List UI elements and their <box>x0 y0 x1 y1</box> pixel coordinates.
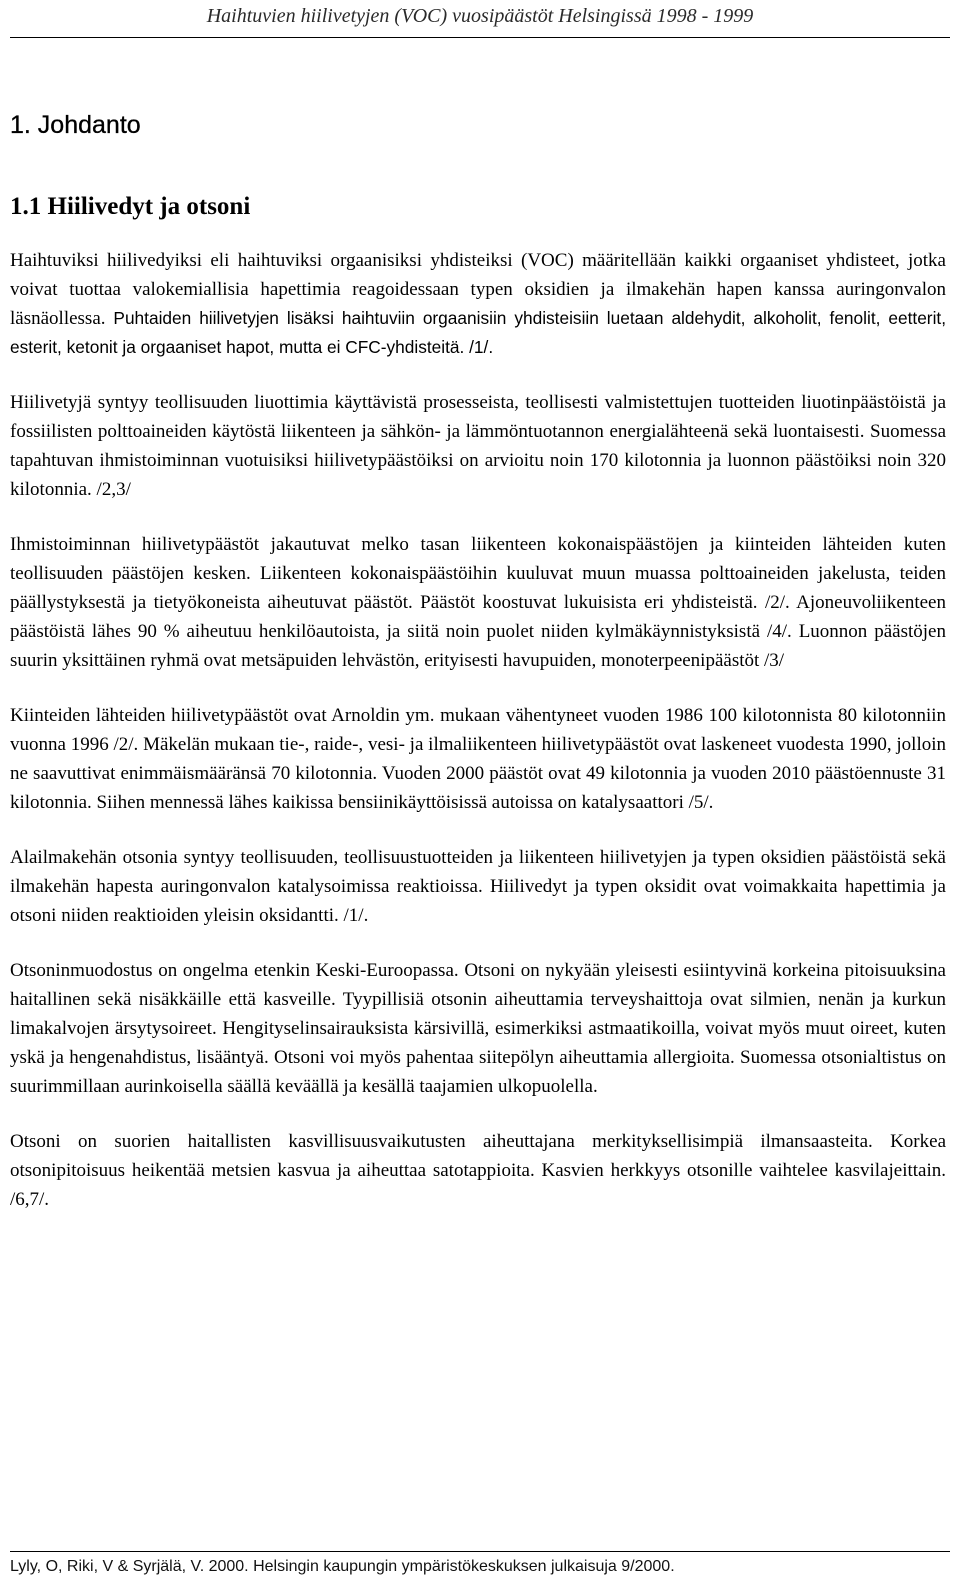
paragraph-4: Kiinteiden lähteiden hiilivetypäästöt ovat Arnoldin ym. mukaan vähentyneet vuoden 1986 100 kilotonnista 80 kilotonniin vuonna 1996 /2/. Mäkelän mukaan tie-, raide-, vesi- ja ilmaliikenteen hiilivetypäästöt ovat laskeneet vuodesta 1990, jolloin ne saavuttivat enimmäismääränsä 70 kilotonnia. Vuoden 2000 päästöt ovat 49 kilotonnia ja vuoden 2010 päästöennuste 31 kilotonnia. Siihen mennessä lähes kaikissa bensiinikäyttöisissä autoissa on katalysaattori /5/. <box>10 705 946 813</box>
paragraph-6: Otsoninmuodostus on ongelma etenkin Keski-Euroopassa. Otsoni on nykyään yleisesti esiintyvinä korkeina pitoisuuksina haitallinen sekä nisäkkäille että kasveille. Tyypillisiä otsonin aiheuttamia terveyshaittoja ovat silmien, nenän ja kurkun limakalvojen ärsytysoireet. Hengityselinsairauksista kärsivillä, esimerkiksi astmaatikoilla, voivat myös muut oireet, kuten yskä ja hengenahdistus, lisääntyä. Otsoni voi myös pahentaa siitepölyn aiheuttamia allergioita. Suomessa otsonialtistus on suurimmillaan aurinkoisella säällä keväällä ja kesällä taajamien ulkopuolella. <box>10 960 946 1097</box>
paragraph-2: Hiilivetyjä syntyy teollisuuden liuottimia käyttävistä prosesseista, teollisesti valmistettujen tuotteiden liuotinpäästöistä ja fossiilisten polttoaineiden käytöstä liikenteen ja sähkön- ja lämmöntuotannon energialähteenä sekä luontaisesti. Suomessa tapahtuvan ihmistoiminnan vuotuisiksi hiilivetypäästöiksi on arvioitu noin 170 kilotonnia ja luonnon päästöiksi noin 320 kilotonnia. /2,3/ <box>10 392 946 500</box>
footer-citation: Lyly, O, Riki, V & Syrjälä, V. 2000. Helsingin kaupungin ympäristökeskuksen julkaisuja 9/2000. <box>10 1558 675 1575</box>
paragraph-5: Alailmakehän otsonia syntyy teollisuuden, teollisuustuotteiden ja liikenteen hiilivetyjen ja typen oksidien päästöistä sekä ilmakehän hapesta auringonvalon katalysoimissa reaktioissa. Hiilivedyt ja typen oksidit ovat voimakkaita hapettimia ja otsoni niiden reaktioiden yleisin oksidantti. /1/. <box>10 847 946 926</box>
body-text <box>10 246 946 1240</box>
subsection-title: 1.1 Hiilivedyt ja otsoni <box>10 193 251 220</box>
paragraph-3: Ihmistoiminnan hiilivetypäästöt jakautuvat melko tasan liikenteen kokonaispäästöjen ja kiinteiden lähteiden kuten teollisuuden päästöjen kesken. Liikenteen kokonaispäästöihin kuuluvat muun muassa polttoaineiden jakelusta, teiden päällystyksestä ja tietyökoneista aiheutuvat päästöt. Päästöt koostuvat lukuisista eri yhdisteistä. /2/. Ajoneuvoliikenteen päästöistä lähes 90 % aiheutuu henkilöautoista, ja siitä noin puolet niiden kylmäkäynnistyksistä /4/. Luonnon päästöjen suurin yksittäinen ryhmä ovat metsäpuiden lehvästön, erityisesti havupuiden, monoterpeenipäästöt /3/ <box>10 534 946 671</box>
running-header: Haihtuvien hiilivetyjen (VOC) vuosipäästöt Helsingissä 1998 - 1999 <box>206 5 754 27</box>
section-title: 1. Johdanto <box>10 111 141 139</box>
paragraph-1-part-a: Haihtuviksi hiilivedyiksi eli haihtuviksi orgaanisiksi yhdisteiksi (VOC) määritellään kaikki orgaaniset yhdisteet, jotka voivat tuottaa valokemiallisia hapettimia reagoidessaan typen oksidien ja ilmakehän hapen kanssa auringonvalon läsnäollessa. <box>10 250 946 329</box>
paragraph-1-part-b: Puhtaiden hiilivetyjen lisäksi haihtuviin orgaanisiin yhdisteisiin luetaan aldehydit, alkoholit, fenolit, eetterit, esterit, ketonit ja orgaaniset hapot, mutta ei CFC-yhdisteitä. /1/. <box>10 308 947 357</box>
paragraph-7: Otsoni on suorien haitallisten kasvillisuusvaikutusten aiheuttajana merkityksellisimpiä ilmansaasteita. Korkea otsonipitoisuus heikentää metsien kasvua ja aiheuttaa satotappioita. Kasvien herkkyys otsonille vaihtelee kasvilajeittain. /6,7/. <box>10 1131 946 1210</box>
footer-rule <box>10 1551 950 1552</box>
header-rule <box>10 37 950 38</box>
paragraph-1 <box>10 246 946 362</box>
